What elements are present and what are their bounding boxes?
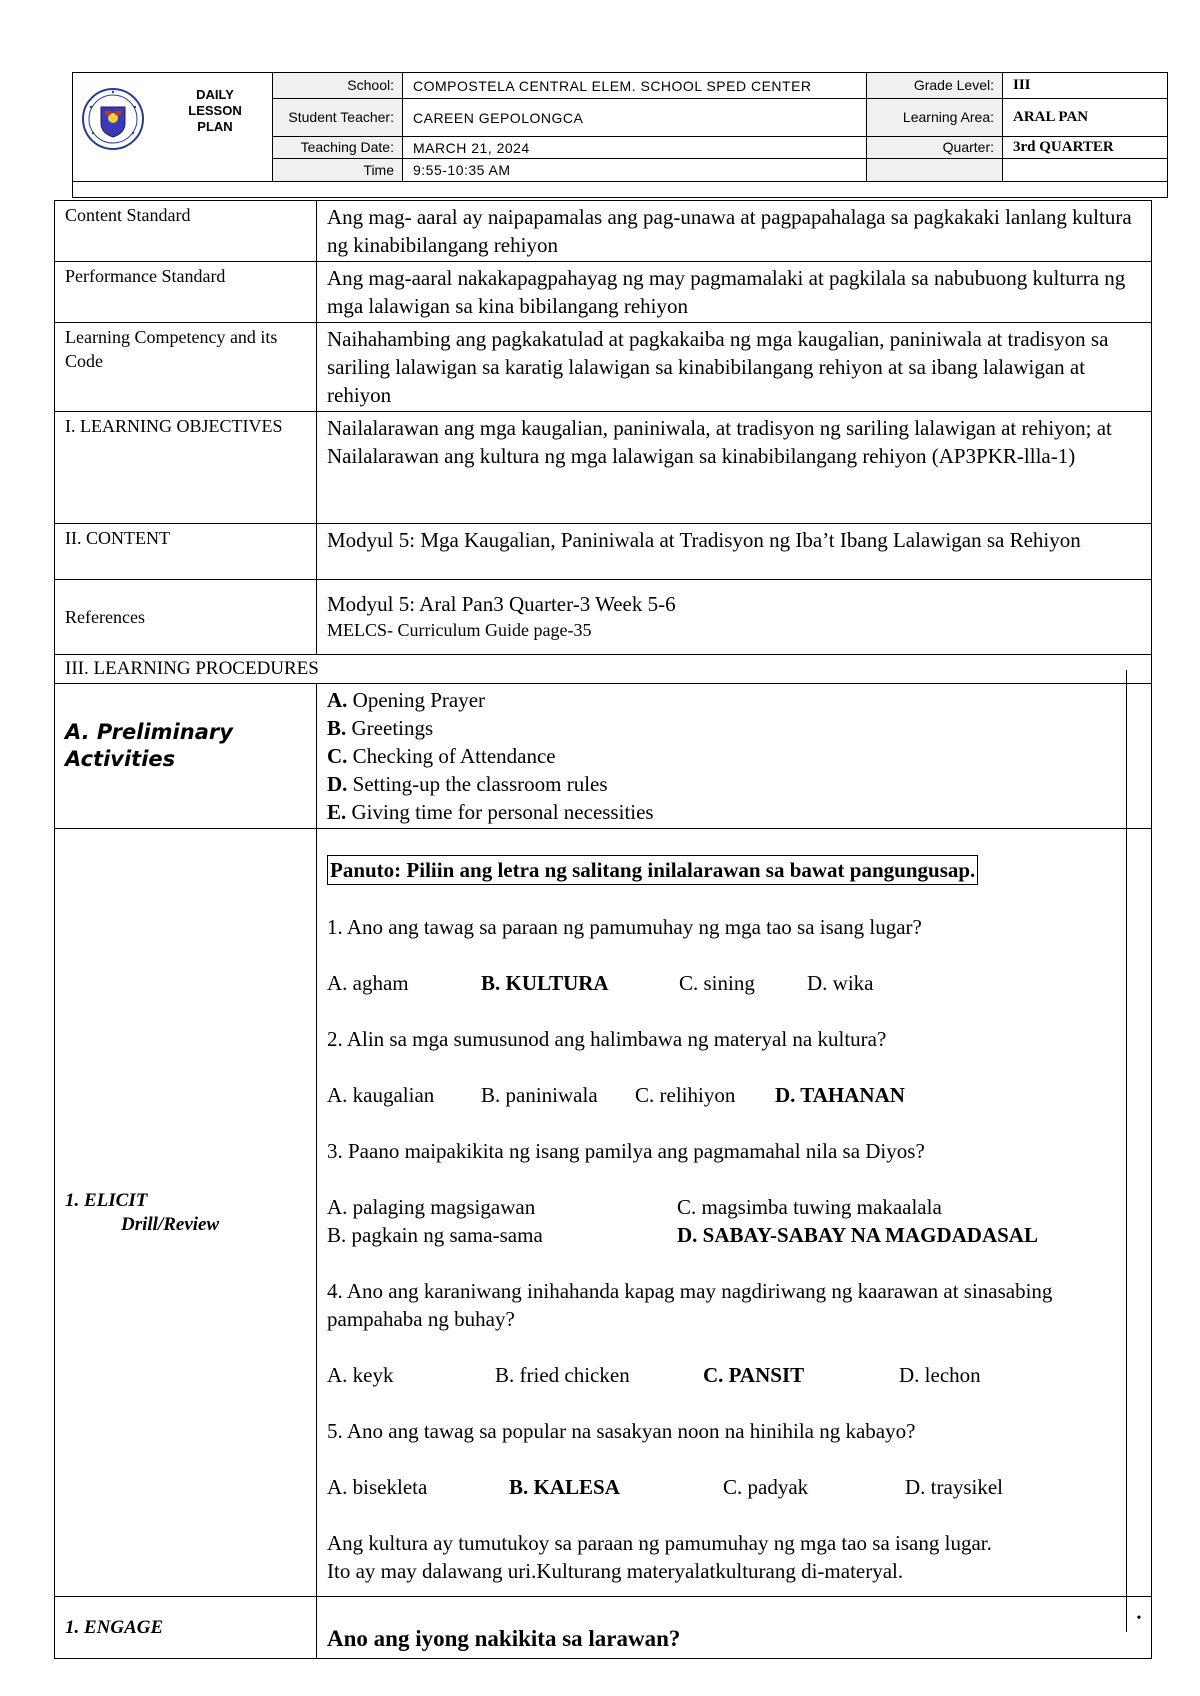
row-engage bbox=[55, 1597, 1152, 1659]
elicit-label: 1. ELICIT bbox=[65, 1189, 148, 1211]
choice: D. lechon bbox=[899, 1363, 981, 1387]
content-label: II. CONTENT bbox=[55, 524, 317, 580]
daily-lesson-plan-title bbox=[165, 87, 265, 135]
bullet-icon: • bbox=[1136, 1611, 1142, 1626]
preliminary-item bbox=[327, 714, 1141, 742]
grade-level-value: III bbox=[1013, 77, 1031, 93]
grade-level-label: Grade Level: bbox=[867, 73, 1003, 98]
elicit-cell bbox=[317, 829, 1152, 1597]
row-procedures-header bbox=[55, 655, 1152, 684]
elicit-label-cell bbox=[55, 829, 317, 1597]
question-4-choices bbox=[327, 1361, 1141, 1389]
choice: A. agham bbox=[327, 971, 409, 995]
engage-question: Ano ang iyong nakikita sa larawan? bbox=[327, 1626, 681, 1651]
row-elicit bbox=[55, 829, 1152, 1597]
content-text: Modyul 5: Mga Kaugalian, Paniniwala at Tradisyon ng Iba’t Ibang Lalawigan sa Rehiyon bbox=[317, 524, 1152, 580]
choice: B. pagkain ng sama-sama bbox=[327, 1223, 543, 1247]
references-label: References bbox=[55, 580, 317, 655]
correct-choice: B. KALESA bbox=[509, 1475, 620, 1499]
question-1: 1. Ano ang tawag sa paraan ng pamumuhay ng mga tao sa isang lugar? bbox=[327, 915, 922, 939]
header-row-date bbox=[273, 137, 1167, 159]
preliminary-list bbox=[327, 686, 1141, 826]
empty-label-cell bbox=[867, 159, 1003, 181]
question-3: 3. Paano maipakikita ng isang pamilya ang pagmamahal nila sa Diyos? bbox=[327, 1139, 925, 1163]
correct-choice: C. PANSIT bbox=[703, 1363, 805, 1387]
choice: A. kaugalian bbox=[327, 1083, 435, 1107]
quarter-label: Quarter: bbox=[867, 137, 1003, 158]
objective-2: Nailalarawan ang kultura ng mga lalawigan sa kinabibilangang rehiyon (AP3PKR-llla-1) bbox=[327, 444, 1076, 468]
competency-label: Learning Competency and its Code bbox=[55, 323, 317, 412]
choice: C. padyak bbox=[723, 1475, 809, 1499]
correct-choice: D. TAHANAN bbox=[775, 1083, 905, 1107]
choice: A. keyk bbox=[327, 1363, 394, 1387]
item-letter: B. bbox=[327, 716, 347, 740]
item-text: Giving time for personal necessities bbox=[346, 800, 654, 824]
school-value: COMPOSTELA CENTRAL ELEM. SCHOOL SPED CENTER bbox=[403, 73, 867, 98]
row-references bbox=[55, 580, 1152, 655]
content-standard-label: Content Standard bbox=[55, 201, 317, 262]
performance-standard-label: Performance Standard bbox=[55, 262, 317, 323]
time-value: 9:55-10:35 AM bbox=[403, 159, 867, 181]
choice: C. magsimba tuwing makaalala bbox=[677, 1195, 942, 1219]
summary-line-2: Ito ay may dalawang uri.Kulturang materyalatkulturang di-materyal. bbox=[327, 1559, 904, 1583]
inner-column-divider bbox=[1126, 670, 1127, 1632]
deped-seal-icon bbox=[81, 87, 145, 151]
question-3-choices-row-2 bbox=[327, 1221, 1141, 1249]
choice: A. palaging magsigawan bbox=[327, 1195, 536, 1219]
header-row-time bbox=[273, 159, 1167, 181]
summary-line-1: Ang kultura ay tumutukoy sa paraan ng pamumuhay ng mga tao sa isang lugar. bbox=[327, 1531, 992, 1555]
teaching-date-label: Teaching Date: bbox=[273, 137, 403, 158]
empty-value-cell bbox=[1003, 159, 1167, 181]
objective-1: Nailalarawan ang mga kaugalian, paniniwala, at tradisyon ng sariling lalawigan at rehiyon; at bbox=[327, 416, 1112, 440]
procedures-label: III. LEARNING PROCEDURES bbox=[55, 655, 1152, 684]
objectives-label: I. LEARNING OBJECTIVES bbox=[55, 412, 317, 524]
student-teacher-value: CAREEN GEPOLONGCA bbox=[403, 99, 867, 136]
row-preliminary bbox=[55, 684, 1152, 829]
elicit-sublabel: Drill/Review bbox=[121, 1213, 220, 1235]
objectives-cell bbox=[317, 412, 1152, 524]
preliminary-item bbox=[327, 686, 1141, 714]
correct-choice: D. SABAY-SABAY NA MAGDADASAL bbox=[677, 1223, 1038, 1247]
preliminary-cell bbox=[317, 684, 1152, 829]
reference-1: Modyul 5: Aral Pan3 Quarter-3 Week 5-6 bbox=[327, 592, 676, 616]
references-cell bbox=[317, 580, 1152, 655]
reference-2: MELCS- Curriculum Guide page-35 bbox=[327, 620, 592, 640]
question-1-choices bbox=[327, 969, 1141, 997]
choice: B. paniniwala bbox=[481, 1083, 598, 1107]
header-table bbox=[72, 72, 1168, 198]
correct-choice: B. KULTURA bbox=[481, 971, 609, 995]
student-teacher-label: Student Teacher: bbox=[273, 99, 403, 136]
choice: D. wika bbox=[807, 971, 874, 995]
school-label: School: bbox=[273, 73, 403, 98]
performance-standard-text: Ang mag-aaral nakakapagpahayag ng may pagmamalaki at pagkilala sa nabubuong kulturra ng mga lalawigan sa kina bibilangang rehiyon bbox=[317, 262, 1152, 323]
item-text: Checking of Attendance bbox=[347, 744, 556, 768]
preliminary-item bbox=[327, 742, 1141, 770]
question-5-choices bbox=[327, 1473, 1141, 1501]
item-letter: D. bbox=[327, 772, 348, 796]
header-row-teacher bbox=[273, 99, 1167, 137]
row-content bbox=[55, 524, 1152, 580]
preliminary-item bbox=[327, 798, 1141, 826]
row-competency bbox=[55, 323, 1152, 412]
title-line-2: LESSON bbox=[188, 103, 242, 118]
lesson-plan-table bbox=[54, 200, 1152, 1659]
header-logo-cell bbox=[73, 73, 273, 181]
row-objectives bbox=[55, 412, 1152, 524]
item-text: Setting-up the classroom rules bbox=[347, 772, 608, 796]
question-2-choices bbox=[327, 1081, 1141, 1109]
title-line-1: DAILY bbox=[196, 87, 234, 102]
elicit-instruction: Panuto: Piliin ang letra ng salitang inilalarawan sa bawat pangungusap. bbox=[327, 855, 978, 885]
teaching-date-value: MARCH 21, 2024 bbox=[403, 137, 867, 158]
question-2: 2. Alin sa mga sumusunod ang halimbawa ng materyal na kultura? bbox=[327, 1027, 887, 1051]
row-performance-standard bbox=[55, 262, 1152, 323]
choice: B. fried chicken bbox=[495, 1363, 630, 1387]
question-5: 5. Ano ang tawag sa popular na sasakyan noon na hinihila ng kabayo? bbox=[327, 1419, 916, 1443]
preliminary-item bbox=[327, 770, 1141, 798]
competency-text: Naihahambing ang pagkakatulad at pagkakaiba ng mga kaugalian, paniniwala at tradisyon sa sariling lalawigan sa karatig lalawigan sa kinabibilangang rehiyon at sa ibang lalawigan at rehiyon bbox=[317, 323, 1152, 412]
row-content-standard bbox=[55, 201, 1152, 262]
item-letter: E. bbox=[327, 800, 347, 824]
content-standard-text: Ang mag- aaral ay naipapamalas ang pag-unawa at pagpapahalaga sa pagkakaki lanlang kultura ng kinabibilangang rehiyon bbox=[317, 201, 1152, 262]
title-line-3: PLAN bbox=[197, 119, 233, 134]
choice: D. traysikel bbox=[905, 1475, 1003, 1499]
choice: C. sining bbox=[679, 971, 755, 995]
item-letter: A. bbox=[327, 688, 348, 712]
item-text: Greetings bbox=[346, 716, 434, 740]
header-bottom-strip bbox=[73, 181, 1167, 197]
question-3-choices-row-1 bbox=[327, 1193, 1141, 1221]
question-4: 4. Ano ang karaniwang inihahanda kapag may nagdiriwang ng kaarawan at sinasabing pampahaba ng buhay? bbox=[327, 1279, 1053, 1331]
learning-area-value: ARAL PAN bbox=[1013, 109, 1089, 125]
preliminary-label: A. Preliminary Activities bbox=[65, 720, 233, 771]
choice: A. bisekleta bbox=[327, 1475, 428, 1499]
choice: C. relihiyon bbox=[635, 1083, 736, 1107]
learning-area-label: Learning Area: bbox=[867, 99, 1003, 136]
engage-label: 1. ENGAGE bbox=[65, 1616, 164, 1638]
time-label: Time bbox=[273, 159, 403, 181]
item-letter: C. bbox=[327, 744, 348, 768]
header-row-school bbox=[273, 73, 1167, 99]
item-text: Opening Prayer bbox=[347, 688, 486, 712]
engage-cell bbox=[317, 1597, 1152, 1659]
engage-label-cell bbox=[55, 1597, 317, 1659]
preliminary-label-cell bbox=[55, 684, 317, 829]
quarter-value: 3rd QUARTER bbox=[1013, 139, 1114, 155]
